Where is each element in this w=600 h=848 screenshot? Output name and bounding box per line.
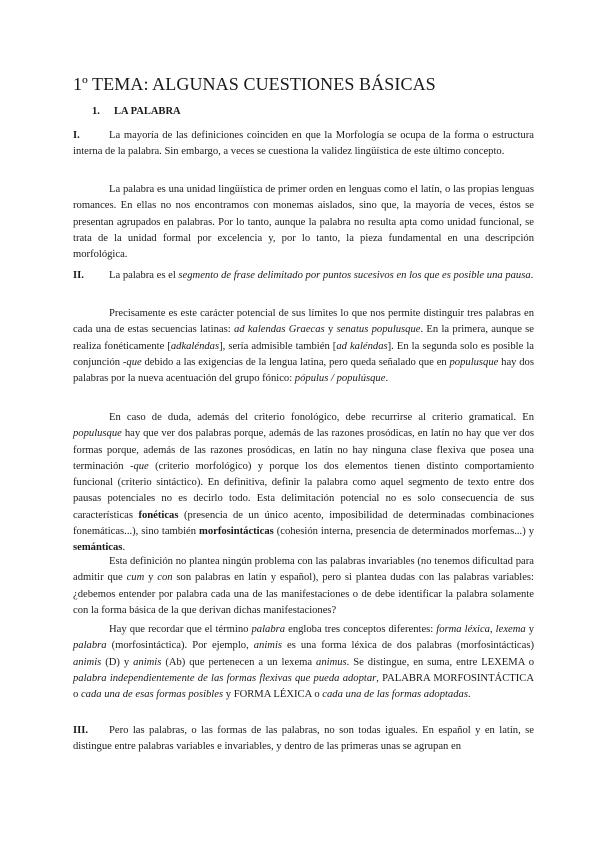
paragraph-2: La palabra es una unidad lingüística de primer orden en lenguas como el latín, o las propias lenguas romances. En ellas no nos encontramos con monemas aislados, sino que, la mayoría de veces, éstos se presentan agrupados en palabras. Por lo tanto, aunque la palabra no resulta apta como unidad funcional, se trata de la unidad formal por excelencia y, por lo tanto, la pieza fundamental en una descripción morfológica. [73,184,534,261]
paragraph-7: Hay que recordar que el término palabra engloba tres conceptos diferentes: forma léxica, lexema y palabra (morfosintáctica). Por ejemplo, animis es una forma léxica de dos palabras (morfosintácticas) animis (D) y animis (Ab) que pertenecen a un lexema animus. Se distingue, en suma, entre LEXEMA o palabra independientemente de las formas flexivas que pueda adoptar, PALABRA MORFOSINTÁCTICA o cada una de esas formas posibles y FORMA LÉXICA o cada una de las formas adoptadas. [73,624,535,701]
section-heading [92,106,181,117]
roman-numeral-3: III. [73,725,89,736]
paragraph-8: III. Pero las palabras, o las formas de las palabras, no son todas iguales. En español y en latín, se distingue entre palabras variables e invariables, y dentro de las primeras unas se agrupan en [73,725,534,753]
paragraph-3: II. La palabra es el segmento de frase delimitado por puntos sucesivos en los que es posible una pausa. [73,268,534,284]
section-title: LA PALABRA [114,106,181,117]
page-title: 1º TEMA: ALGUNAS CUESTIONES BÁSICAS [73,74,436,94]
roman-numeral-2: II. [73,270,84,281]
section-number: 1. [92,106,100,117]
roman-numeral-1: I. [73,130,80,141]
paragraph-5: En caso de duda, además del criterio fonológico, debe recurrirse al criterio gramatical. En populusque hay que ver dos palabras porque, además de las razones prosódicas, en latín no hay que ver dos formas porque, además de las razones prosódicas, en latín no hay ninguna clase flexiva que posea una terminación -que (criterio morfológico) y porque los dos elementos tienen distinto comportamiento funcional (criterio sintáctico). En definitiva, definir la palabra como aquel segmento de texto entre dos pausas potenciales no es decirlo todo. Esta delimitación potencial no es solo consecuencia de sus características fonéticas (presencia de un único acento, imposibilidad de determinadas combinaciones fonemáticas...), sino también morfosintácticas (cohesión interna, presencia de determinados morfemas...) y semánticas. [73,412,535,554]
paragraph-4: Precisamente es este carácter potencial de sus límites lo que nos permite distinguir tres palabras en cada una de estas secuencias latinas: ad kalendas Graecas y senatus populusque. En la primera, aunque se realiza fonéticamente [adkaléndas], sería admisible también [ad kaléndas]. En la segunda solo es posible la conjunción -que debido a las exigencias de la lengua latina, pero queda señalado que en populusque hay dos palabras por la nueva acentuación del grupo fónico: pópulus / populúsque. [73,308,535,385]
paragraph-1: I. La mayoría de las definiciones coinciden en que la Morfología se ocupa de la forma o estructura interna de la palabra. Sin embargo, a veces se cuestiona la validez lingüística de este último concepto. [73,130,534,158]
paragraph-6: Esta definición no plantea ningún problema con las palabras invariables (no tenemos dificultad para admitir que cum y con son palabras en latín y español), pero si plantea dudas con las palabras variables: ¿debemos entender por palabra cada una de las manifestaciones o de debe identificar la palabra solamente con la forma básica de la que derivan dichas manifestaciones? [73,556,534,616]
